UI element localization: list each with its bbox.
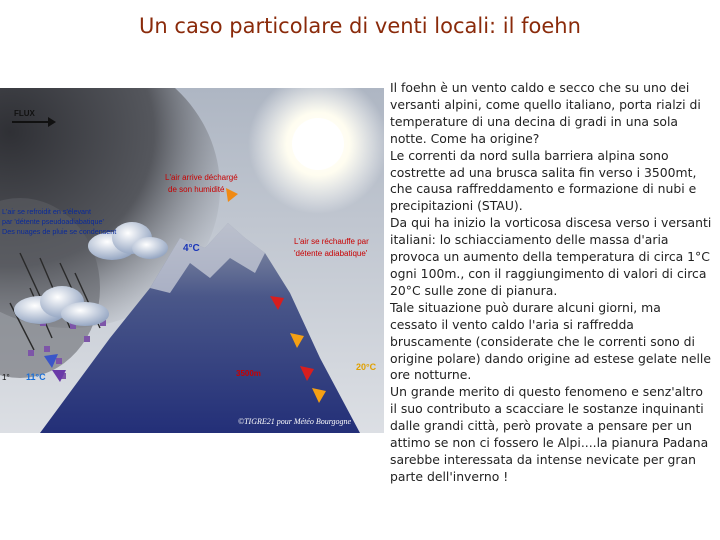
- paragraph-descent: Da qui ha inizio la vorticosa discesa verso i versanti italiani: lo schiacciamento delle massa d'aria provoca un aumento della temperatura di circa 1°C ogni 100m., con il raggiungimento di valori di circa 20°C sulle zone di pianura.: [390, 215, 712, 298]
- label-warming: L'air se réchauffe par 'détente adiabatique': [294, 237, 369, 258]
- edge-label: 1°: [2, 373, 10, 382]
- label-dry-air: L'air arrive déchargé de son humidité: [165, 173, 238, 194]
- foehn-diagram: [0, 88, 384, 433]
- slide-title: Un caso particolare di venti locali: il foehn: [139, 14, 581, 38]
- body-text: [390, 80, 712, 486]
- paragraph-intro: Il foehn è un vento caldo e secco che su uno dei versanti alpini, come quello italiano, porta rialzi di temperature di una decina di gradi in una sola notte. Come ha origine?: [390, 80, 701, 146]
- svg-text:FLUX: FLUX: [14, 109, 35, 118]
- paragraph-duration: Tale situazione può durare alcuni giorni, ma cessato il vento caldo l'aria si raffredda bruscamente (considerate che le correnti sono di origine polare) dando origine ad estese gelate nelle ore notturne.: [390, 299, 711, 383]
- paragraph-merit: Un grande merito di questo fenomeno e senz'altro il suo contributo a scacciare le sostanze inquinanti dalle grandi città, però provate a pensare per un attimo se non ci fossero le Alpi....la pianura Padana sarebbe interessata da intense nevicate per gran parte dell'inverno !: [390, 384, 709, 484]
- altitude-label: 3500m: [236, 369, 261, 378]
- paragraph-stau: Le correnti da nord sulla barriera alpina sono costrette ad una brusca salita fin verso i 3500mt, che causa raffreddamento e formazione di nubi e precipitazioni (STAU).: [390, 147, 697, 214]
- image-credit: ©TIGRE21 pour Météo Bourgogne: [238, 417, 352, 426]
- foehn-illustration: [0, 88, 384, 433]
- temp-windward: 11°C: [26, 372, 46, 382]
- temp-summit: 4°C: [183, 243, 200, 254]
- temp-leeward: 20°C: [356, 362, 377, 372]
- label-rising-cold: L'air se refroidit en s'élevant par 'détente pseudoadiabatique' Des nuages de pluie se condensent: [2, 207, 117, 236]
